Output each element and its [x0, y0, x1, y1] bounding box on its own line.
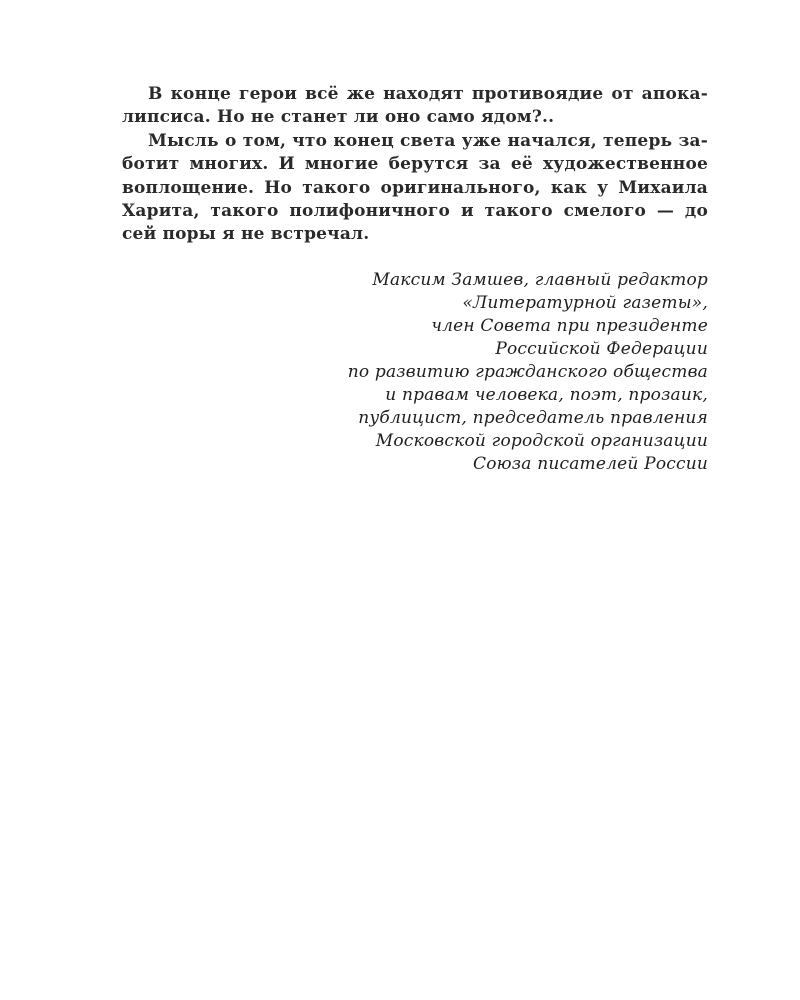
text-line: сей поры я не встречал.	[122, 224, 370, 245]
paragraph-1	[122, 83, 708, 130]
paragraph-2	[122, 130, 708, 247]
text-line: липсиса. Но не станет ли оно само ядом?..	[122, 107, 555, 128]
signature-line: «Литературной газеты»,	[462, 292, 708, 313]
document-page	[122, 83, 708, 476]
text-line: В конце герои всё же находят противоядие от апока-	[148, 84, 708, 104]
signature-line: публицист, председатель правления	[358, 407, 708, 428]
text-line: Харита, такого полифоничного и такого смелого — до	[122, 201, 708, 222]
signature-line: Союза писателей России	[472, 453, 708, 474]
text-line: Мысль о том, что конец света уже начался, теперь за-	[148, 130, 708, 151]
signature-line: член Совета при президенте	[431, 315, 708, 336]
signature-line: Максим Замшев, главный редактор	[372, 269, 708, 290]
author-signature	[122, 269, 708, 476]
text-line: воплощение. Но такого оригинального, как у Михаила	[122, 177, 708, 198]
signature-line: и правам человека, поэт, прозаик,	[385, 384, 708, 405]
signature-line: Российской Федерации	[495, 338, 708, 359]
signature-line: по развитию гражданского общества	[347, 361, 708, 382]
signature-line: Московской городской организации	[375, 430, 708, 451]
text-line: ботит многих. И многие берутся за её художественное	[122, 154, 708, 175]
